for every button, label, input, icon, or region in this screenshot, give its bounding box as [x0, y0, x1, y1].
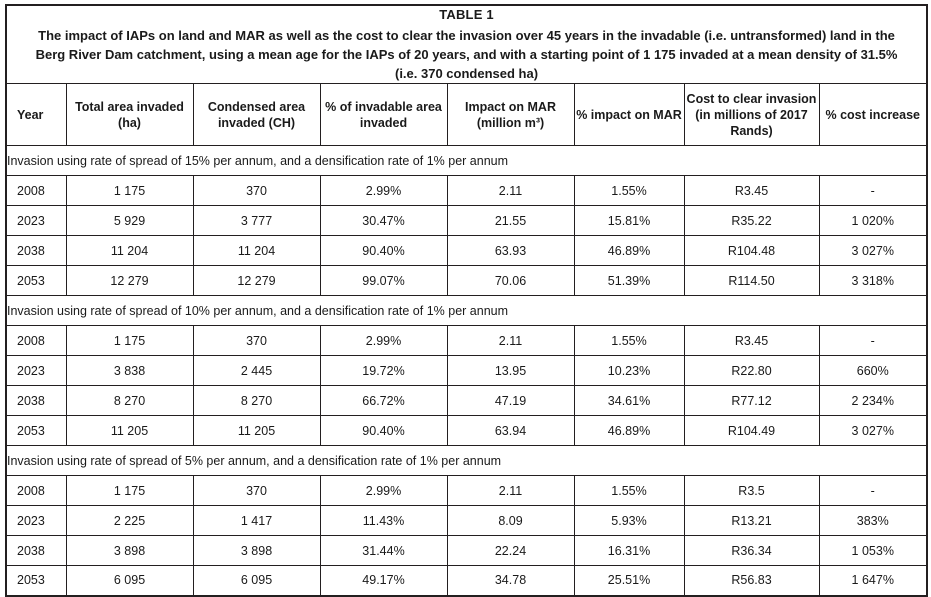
column-header-impact-mar: Impact on MAR (million m³): [447, 84, 574, 146]
table-row: [6, 536, 927, 566]
section-heading: Invasion using rate of spread of 5% per annum, and a densification rate of 1% per annum: [6, 446, 927, 476]
cell-year: 2053: [6, 416, 66, 446]
column-header-condensed-area: Condensed area invaded (CH): [193, 84, 320, 146]
cell-cost-to-clear: R3.45: [684, 326, 819, 356]
table-header-row: [6, 84, 927, 146]
cell-year: 2053: [6, 566, 66, 596]
column-header-total-area: Total area invaded (ha): [66, 84, 193, 146]
cell-cost-to-clear: R104.49: [684, 416, 819, 446]
cell-total-area: 3 898: [66, 536, 193, 566]
table-row: [6, 566, 927, 596]
cell-pct-impact-mar: 46.89%: [574, 236, 684, 266]
cell-pct-invadable: 49.17%: [320, 566, 447, 596]
column-header-cost-to-clear: Cost to clear invasion (in millions of 2017 Rands): [684, 84, 819, 146]
cell-condensed-area: 3 777: [193, 206, 320, 236]
section-heading-row: [6, 146, 927, 176]
table-row: [6, 206, 927, 236]
cell-impact-mar: 47.19: [447, 386, 574, 416]
cell-pct-impact-mar: 34.61%: [574, 386, 684, 416]
section-heading-row: [6, 446, 927, 476]
cell-condensed-area: 12 279: [193, 266, 320, 296]
cell-condensed-area: 6 095: [193, 566, 320, 596]
cell-condensed-area: 3 898: [193, 536, 320, 566]
cell-cost-to-clear: R35.22: [684, 206, 819, 236]
cell-pct-impact-mar: 1.55%: [574, 326, 684, 356]
cell-pct-invadable: 90.40%: [320, 416, 447, 446]
cell-condensed-area: 370: [193, 476, 320, 506]
cell-pct-impact-mar: 51.39%: [574, 266, 684, 296]
column-header-year: Year: [6, 84, 66, 146]
section-heading-row: [6, 296, 927, 326]
cell-year: 2023: [6, 506, 66, 536]
cell-total-area: 5 929: [66, 206, 193, 236]
section-heading: Invasion using rate of spread of 15% per annum, and a densification rate of 1% per annum: [6, 146, 927, 176]
cell-impact-mar: 2.11: [447, 176, 574, 206]
cell-pct-impact-mar: 10.23%: [574, 356, 684, 386]
cell-condensed-area: 11 205: [193, 416, 320, 446]
cell-condensed-area: 370: [193, 176, 320, 206]
cell-pct-invadable: 90.40%: [320, 236, 447, 266]
cell-pct-invadable: 19.72%: [320, 356, 447, 386]
cell-pct-cost-increase: -: [819, 176, 927, 206]
cell-year: 2023: [6, 356, 66, 386]
table-caption-row: [6, 5, 927, 84]
cell-cost-to-clear: R104.48: [684, 236, 819, 266]
cell-cost-to-clear: R77.12: [684, 386, 819, 416]
cell-impact-mar: 34.78: [447, 566, 574, 596]
table-row: [6, 236, 927, 266]
column-header-pct-impact-mar: % impact on MAR: [574, 84, 684, 146]
cell-pct-cost-increase: 1 053%: [819, 536, 927, 566]
table-row: [6, 416, 927, 446]
cell-pct-impact-mar: 5.93%: [574, 506, 684, 536]
cell-impact-mar: 63.94: [447, 416, 574, 446]
cell-total-area: 6 095: [66, 566, 193, 596]
cell-total-area: 3 838: [66, 356, 193, 386]
cell-impact-mar: 70.06: [447, 266, 574, 296]
cell-year: 2008: [6, 476, 66, 506]
cell-total-area: 11 205: [66, 416, 193, 446]
cell-impact-mar: 8.09: [447, 506, 574, 536]
cell-year: 2053: [6, 266, 66, 296]
cell-impact-mar: 2.11: [447, 476, 574, 506]
cell-pct-cost-increase: 1 647%: [819, 566, 927, 596]
column-header-pct-cost-increase: % cost increase: [819, 84, 927, 146]
cell-pct-impact-mar: 16.31%: [574, 536, 684, 566]
cell-cost-to-clear: R3.45: [684, 176, 819, 206]
cell-total-area: 8 270: [66, 386, 193, 416]
cell-pct-impact-mar: 1.55%: [574, 176, 684, 206]
cell-year: 2008: [6, 326, 66, 356]
cell-pct-invadable: 99.07%: [320, 266, 447, 296]
table-row: [6, 266, 927, 296]
cell-pct-impact-mar: 15.81%: [574, 206, 684, 236]
table-row: [6, 326, 927, 356]
cell-year: 2008: [6, 176, 66, 206]
cell-cost-to-clear: R22.80: [684, 356, 819, 386]
cell-pct-cost-increase: 660%: [819, 356, 927, 386]
cell-pct-invadable: 2.99%: [320, 476, 447, 506]
cell-pct-invadable: 30.47%: [320, 206, 447, 236]
cell-pct-invadable: 31.44%: [320, 536, 447, 566]
cell-condensed-area: 370: [193, 326, 320, 356]
cell-total-area: 1 175: [66, 476, 193, 506]
cell-pct-impact-mar: 1.55%: [574, 476, 684, 506]
cell-pct-invadable: 2.99%: [320, 176, 447, 206]
section-heading: Invasion using rate of spread of 10% per annum, and a densification rate of 1% per annum: [6, 296, 927, 326]
cell-pct-invadable: 2.99%: [320, 326, 447, 356]
cell-impact-mar: 63.93: [447, 236, 574, 266]
cell-year: 2038: [6, 386, 66, 416]
cell-pct-impact-mar: 25.51%: [574, 566, 684, 596]
cell-total-area: 1 175: [66, 176, 193, 206]
table-caption-text: The impact of IAPs on land and MAR as well as the cost to clear the invasion over 45 years in the invadable (i.e. untransformed) land in the Berg River Dam catchment, using a mean age for the IAPs of 20 years, and with a starting point of 1 175 invaded at a mean density of 31.5% (i.e. 370 condensed ha): [35, 28, 898, 81]
cell-condensed-area: 1 417: [193, 506, 320, 536]
cell-year: 2038: [6, 536, 66, 566]
cell-cost-to-clear: R114.50: [684, 266, 819, 296]
table-row: [6, 506, 927, 536]
cell-pct-impact-mar: 46.89%: [574, 416, 684, 446]
table-row: [6, 176, 927, 206]
cell-year: 2023: [6, 206, 66, 236]
cell-pct-cost-increase: 3 027%: [819, 236, 927, 266]
table-row: [6, 476, 927, 506]
cell-pct-cost-increase: 1 020%: [819, 206, 927, 236]
cell-impact-mar: 22.24: [447, 536, 574, 566]
cell-year: 2038: [6, 236, 66, 266]
cell-pct-cost-increase: -: [819, 326, 927, 356]
table-row: [6, 356, 927, 386]
cell-condensed-area: 8 270: [193, 386, 320, 416]
cell-impact-mar: 2.11: [447, 326, 574, 356]
cell-cost-to-clear: R56.83: [684, 566, 819, 596]
cell-cost-to-clear: R36.34: [684, 536, 819, 566]
table-label: TABLE 1: [439, 7, 494, 22]
cell-condensed-area: 2 445: [193, 356, 320, 386]
cell-total-area: 11 204: [66, 236, 193, 266]
cell-total-area: 12 279: [66, 266, 193, 296]
cell-pct-cost-increase: -: [819, 476, 927, 506]
cell-cost-to-clear: R13.21: [684, 506, 819, 536]
cell-pct-cost-increase: 2 234%: [819, 386, 927, 416]
cell-impact-mar: 13.95: [447, 356, 574, 386]
cell-condensed-area: 11 204: [193, 236, 320, 266]
column-header-pct-invadable: % of invadable area invaded: [320, 84, 447, 146]
cell-pct-cost-increase: 3 318%: [819, 266, 927, 296]
cell-pct-cost-increase: 3 027%: [819, 416, 927, 446]
cell-total-area: 1 175: [66, 326, 193, 356]
cell-pct-cost-increase: 383%: [819, 506, 927, 536]
cell-total-area: 2 225: [66, 506, 193, 536]
table-row: [6, 386, 927, 416]
cell-pct-invadable: 11.43%: [320, 506, 447, 536]
cell-cost-to-clear: R3.5: [684, 476, 819, 506]
cell-impact-mar: 21.55: [447, 206, 574, 236]
table-caption-cell: [6, 5, 927, 84]
cell-pct-invadable: 66.72%: [320, 386, 447, 416]
data-table: [5, 4, 928, 597]
